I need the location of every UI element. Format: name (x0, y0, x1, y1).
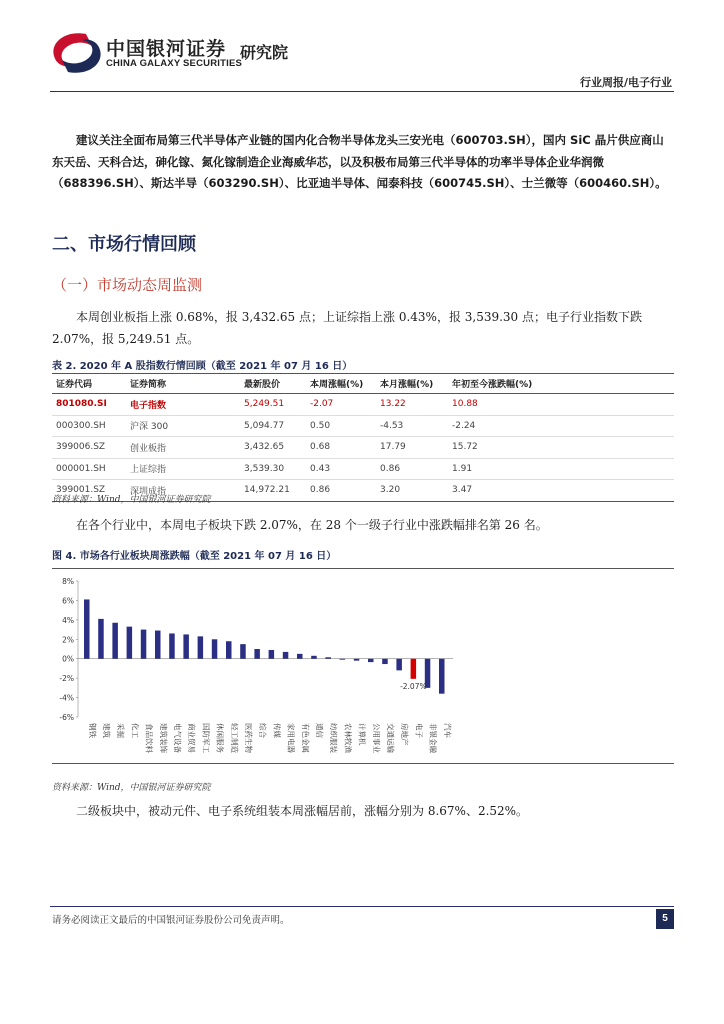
bar-电子 (411, 659, 417, 679)
table-cell: 13.22 (376, 394, 448, 416)
table-header-row (52, 374, 674, 394)
table-cell: 3,432.65 (240, 437, 306, 459)
bar-农林牧渔 (340, 659, 346, 660)
category-label: 电气设备 (172, 723, 182, 753)
page-number: 5 (656, 909, 674, 929)
bar-商业贸易 (183, 634, 189, 658)
bar-通信 (311, 656, 317, 659)
col-header: 本月涨幅(%) (376, 374, 448, 394)
y-tick-label: 8% (62, 577, 74, 586)
table-cell: 沪深 300 (126, 415, 240, 437)
category-label: 通信 (314, 723, 324, 738)
category-label: 公用事业 (371, 723, 381, 753)
section-title: 二、市场行情回顾 (52, 234, 196, 255)
table-cell: 17.79 (376, 437, 448, 459)
institute-label: 研究院 (240, 43, 289, 62)
brand-name-en: CHINA GALAXY SECURITIES (106, 58, 243, 69)
bar-轻工制造 (226, 641, 232, 658)
table-cell: 399001.SZ (52, 480, 126, 502)
bar-有色金属 (297, 654, 303, 659)
report-type: 行业周报/电子行业 (579, 76, 672, 89)
table-cell: -4.53 (376, 415, 448, 437)
bar-房地产 (396, 659, 402, 671)
category-label: 综合 (258, 723, 268, 738)
table-cell: 801080.SI (52, 394, 126, 416)
table-cell: 上证综指 (126, 458, 240, 480)
table-cell: 3.20 (376, 480, 448, 502)
y-tick-label: -6% (59, 713, 74, 722)
category-label: 采掘 (116, 723, 126, 738)
bar-食品饮料 (141, 630, 147, 659)
col-header: 年初至今涨跌幅(%) (448, 374, 674, 394)
table-cell: -2.07 (306, 394, 376, 416)
figure-caption: 图 4. 市场各行业板块周涨跌幅（截至 2021 年 07 月 16 日） (52, 551, 337, 562)
industry-paragraph: 在各个行业中，本周电子板块下跌 2.07%，在 28 个一级子行业中涨跌幅排名第 26 名。 (76, 518, 548, 532)
y-tick-label: -2% (59, 674, 74, 684)
table-cell: 0.86 (306, 480, 376, 502)
table-cell: 0.50 (306, 415, 376, 437)
table-cell: 3.47 (448, 480, 674, 502)
table-source: 资料来源：Wind，中国银河证券研究院 (52, 495, 211, 505)
table-cell: 399006.SZ (52, 437, 126, 459)
bar-家用电器 (283, 652, 289, 659)
galaxy-logo-icon (46, 30, 108, 76)
header-divider (50, 91, 674, 92)
table-cell: 5,094.77 (240, 415, 306, 437)
y-tick-label: 4% (62, 615, 74, 625)
category-label: 休闲服务 (215, 723, 225, 753)
col-header: 最新股价 (240, 374, 306, 394)
col-header: 本周涨幅(%) (306, 374, 376, 394)
bar-综合 (254, 649, 260, 659)
table-cell: 000001.SH (52, 458, 126, 480)
bar-计算机 (354, 659, 360, 661)
bar-汽车 (439, 659, 445, 694)
category-label: 有色金属 (300, 723, 310, 753)
bar-纺织服装 (325, 657, 331, 658)
category-label: 非银金融 (428, 723, 438, 753)
category-label: 医药生物 (243, 723, 253, 753)
category-label: 化工 (130, 723, 140, 738)
bar-建筑 (98, 619, 104, 659)
y-tick-label: 2% (62, 635, 74, 645)
brand-name-cn: 中国银河证券 (106, 38, 227, 60)
subsection-title: （一）市场动态周监测 (52, 276, 203, 294)
table-cell: 电子指数 (126, 394, 240, 416)
table-cell: 创业板指 (126, 437, 240, 459)
table-cell: 深圳成指 (126, 480, 240, 502)
bar-chart-svg (52, 569, 674, 765)
table-caption: 表 2. 2020 年 A 股指数行情回顾（截至 2021 年 07 月 16 日） (52, 361, 353, 372)
bar-钢铁 (84, 599, 90, 658)
category-label: 电子 (414, 723, 424, 738)
table-cell: 0.43 (306, 458, 376, 480)
market-paragraph: 本周创业板指上涨 0.68%，报 3,432.65 点；上证综指上涨 0.43%，报 3,539.30 点；电子行业指数下跌 2.07%，报 5,249.51 点。 (52, 310, 643, 346)
y-tick-label: 0% (62, 654, 74, 664)
closing-paragraph: 二级板块中，被动元件、电子系统组装本周涨幅居前，涨幅分别为 8.67%、2.52%。 (76, 804, 529, 818)
table-cell: 10.88 (448, 394, 674, 416)
table-cell: 5,249.51 (240, 394, 306, 416)
category-label: 交通运输 (385, 723, 395, 753)
bar-公用事业 (368, 659, 374, 662)
bar-交通运输 (382, 659, 388, 664)
category-label: 食品饮料 (144, 723, 154, 753)
bar-电气设备 (169, 633, 175, 658)
category-label: 传媒 (272, 723, 282, 738)
category-label: 家用电器 (286, 723, 296, 753)
table-cell: 0.86 (376, 458, 448, 480)
bar-医药生物 (240, 644, 246, 659)
category-label: 建筑 (101, 723, 111, 738)
table-cell: 15.72 (448, 437, 674, 459)
category-label: 农林牧渔 (343, 723, 353, 753)
index-table (52, 373, 674, 502)
table-cell: 14,972.21 (240, 480, 306, 502)
bar-传媒 (269, 650, 275, 659)
category-label: 钢铁 (87, 723, 97, 738)
footer-divider (50, 906, 674, 907)
category-label: 建筑装饰 (158, 723, 168, 753)
category-label: 房地产 (400, 723, 410, 746)
table-row (52, 458, 674, 480)
industry-chart (52, 568, 674, 764)
bar-采掘 (112, 623, 118, 659)
bar-建筑装饰 (155, 631, 161, 659)
category-label: 轻工制造 (229, 723, 239, 753)
table-row (52, 394, 674, 416)
table-cell: -2.24 (448, 415, 674, 437)
page-header (0, 0, 724, 100)
category-label: 汽车 (442, 723, 452, 738)
col-header: 证券代码 (52, 374, 126, 394)
table-row (52, 437, 674, 459)
category-label: 计算机 (357, 723, 367, 746)
category-label: 纺织服装 (329, 723, 339, 753)
table-cell: 0.68 (306, 437, 376, 459)
figure-source: 资料来源：Wind，中国银河证券研究院 (52, 783, 211, 793)
table-cell: 1.91 (448, 458, 674, 480)
intro-paragraph: 建议关注全面布局第三代半导体产业链的国内化合物半导体龙头三安光电（600703.SH），国内 SiC 晶片供应商山东天岳、天科合达，砷化镓、氮化镓制造企业海威华芯，以及积极布局第三代半导体的功率半导体企业华润微（688396.SH）、斯达半导（603290.SH）、比亚迪半导体、闻泰科技（600745.SH）、士兰微等（600460.SH）。 (52, 133, 667, 190)
col-header: 证券简称 (126, 374, 240, 394)
bar-休闲服务 (212, 639, 218, 658)
footer-disclaimer: 请务必阅读正文最后的中国银河证券股份公司免责声明。 (52, 915, 290, 926)
category-label: 商业贸易 (187, 723, 197, 753)
bar-国防军工 (198, 636, 204, 658)
table-cell: 000300.SH (52, 415, 126, 437)
y-tick-label: 6% (62, 596, 74, 606)
category-label: 国防军工 (201, 723, 211, 753)
bar-化工 (127, 627, 133, 659)
table-row (52, 415, 674, 437)
highlight-annotation: -2.07% (400, 681, 427, 691)
y-tick-label: -4% (59, 693, 74, 703)
table-cell: 3,539.30 (240, 458, 306, 480)
